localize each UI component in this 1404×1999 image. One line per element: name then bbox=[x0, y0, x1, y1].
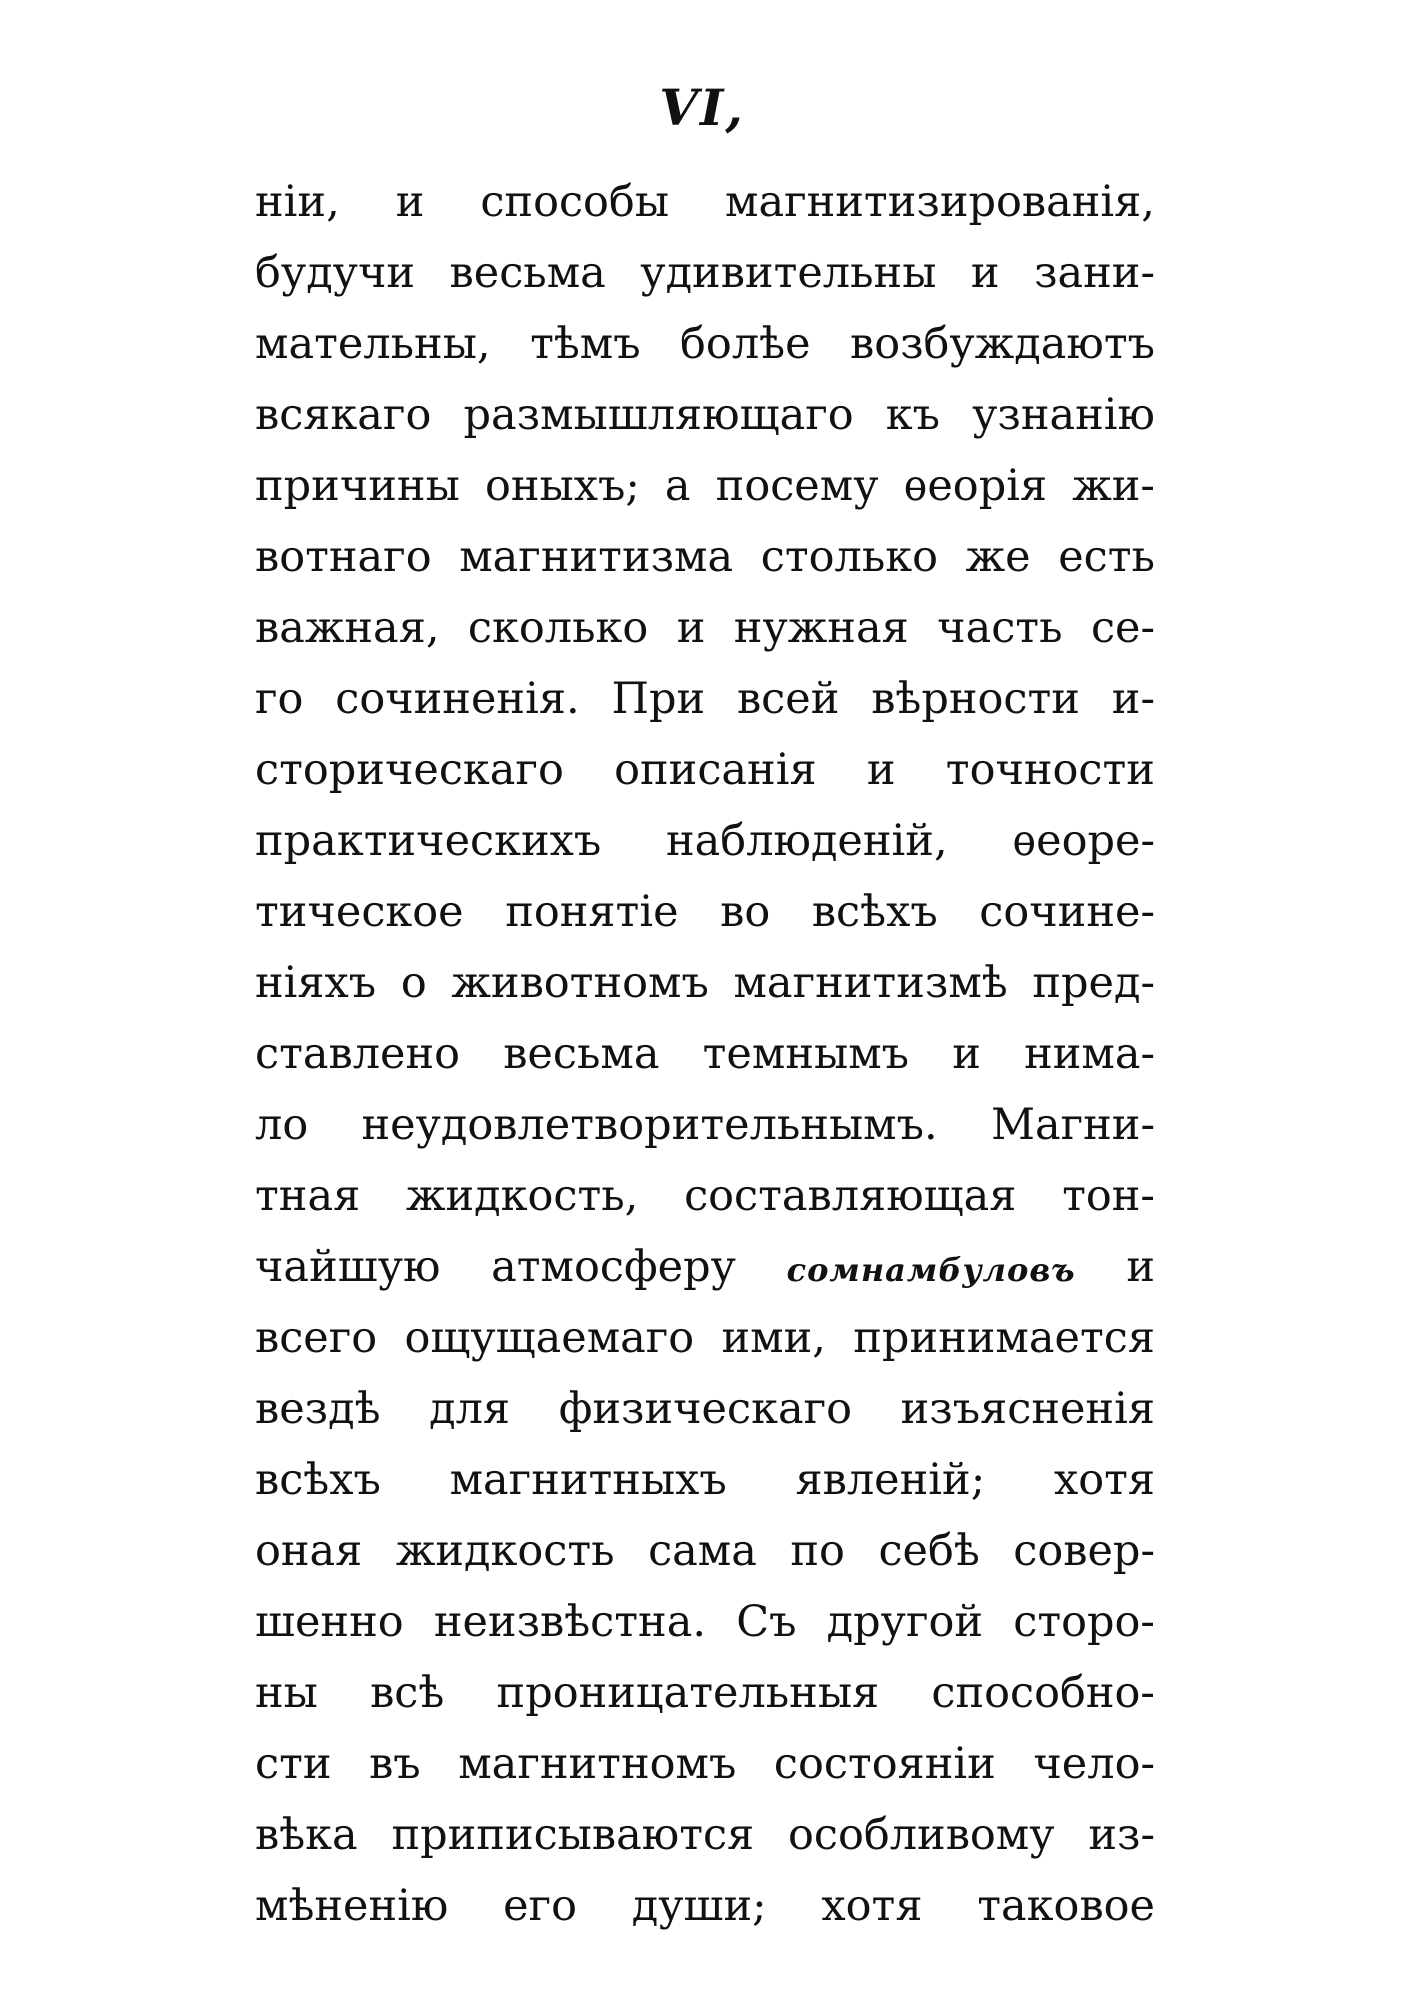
text-line bbox=[255, 735, 1155, 806]
word: особливому bbox=[787, 1810, 1055, 1860]
word: другой bbox=[826, 1597, 984, 1647]
word: ніи, bbox=[255, 177, 340, 227]
word: описанія bbox=[614, 745, 817, 795]
word: тѣмъ bbox=[530, 319, 641, 369]
text-line bbox=[255, 167, 1155, 238]
word: къ bbox=[885, 390, 940, 440]
word: животномъ bbox=[451, 958, 709, 1008]
word: совер- bbox=[1013, 1526, 1155, 1576]
word: и bbox=[866, 745, 896, 795]
word: ны bbox=[255, 1668, 318, 1718]
word: есть bbox=[1058, 532, 1155, 582]
word: и bbox=[970, 248, 1000, 298]
word: хотя bbox=[821, 1881, 923, 1931]
word: по bbox=[790, 1526, 845, 1576]
word: ло bbox=[255, 1100, 309, 1150]
word: ніяхъ bbox=[255, 958, 377, 1008]
word: понятіе bbox=[505, 887, 679, 937]
word: способно- bbox=[931, 1668, 1155, 1718]
text-line bbox=[255, 1374, 1155, 1445]
word: важная, bbox=[255, 603, 440, 653]
word: жи- bbox=[1072, 461, 1155, 511]
word: мательны, bbox=[255, 319, 491, 369]
word: неизвѣстна. bbox=[433, 1597, 707, 1647]
text-line bbox=[255, 1871, 1155, 1942]
text-line bbox=[255, 522, 1155, 593]
text-line bbox=[255, 1587, 1155, 1658]
word: тная bbox=[255, 1171, 361, 1221]
word: магнитизма bbox=[459, 532, 734, 582]
word: въ bbox=[369, 1739, 421, 1789]
word: вѣка bbox=[255, 1810, 358, 1860]
word: же bbox=[965, 532, 1031, 582]
text-line bbox=[255, 238, 1155, 309]
word: часть bbox=[937, 603, 1063, 653]
word: сколько bbox=[467, 603, 649, 653]
word: ощущаемаго bbox=[404, 1313, 695, 1363]
word: себѣ bbox=[878, 1526, 980, 1576]
word: се- bbox=[1090, 603, 1155, 653]
text-line bbox=[255, 1161, 1155, 1232]
word: тон- bbox=[1062, 1171, 1155, 1221]
word: удивительны bbox=[640, 248, 937, 298]
word: всего bbox=[255, 1313, 378, 1363]
text-line bbox=[255, 1090, 1155, 1161]
word: При bbox=[611, 674, 706, 724]
word: о bbox=[400, 958, 427, 1008]
word: и bbox=[1126, 1242, 1155, 1292]
word: из- bbox=[1088, 1810, 1155, 1860]
word: а bbox=[664, 461, 691, 511]
body-text bbox=[255, 167, 1155, 1942]
text-line bbox=[255, 1658, 1155, 1729]
word: причины bbox=[255, 461, 460, 511]
text-line bbox=[255, 664, 1155, 735]
word: всѣ bbox=[370, 1668, 445, 1718]
word: пред- bbox=[1032, 958, 1155, 1008]
word: сторическаго bbox=[255, 745, 564, 795]
page-number: VI, bbox=[659, 78, 745, 137]
word: ставлено bbox=[255, 1029, 461, 1079]
word: чайшую bbox=[255, 1242, 441, 1292]
word: размышляющаго bbox=[463, 390, 854, 440]
word: таковое bbox=[977, 1881, 1155, 1931]
word: жидкость, bbox=[405, 1171, 639, 1221]
word: возбуждаютъ bbox=[849, 319, 1155, 369]
word: го bbox=[255, 674, 304, 724]
word: ими, bbox=[721, 1313, 826, 1363]
word: магнитизированія, bbox=[725, 177, 1155, 227]
word: Магни- bbox=[990, 1100, 1155, 1150]
word: тическое bbox=[255, 887, 464, 937]
word: явленій; bbox=[795, 1455, 986, 1505]
word: практическихъ bbox=[255, 816, 602, 866]
text-line bbox=[255, 806, 1155, 877]
word: приписываются bbox=[391, 1810, 755, 1860]
word: болѣе bbox=[680, 319, 811, 369]
text-line bbox=[255, 309, 1155, 380]
word: ѳеоре- bbox=[1012, 816, 1155, 866]
word: шенно bbox=[255, 1597, 404, 1647]
word: всякаго bbox=[255, 390, 432, 440]
text-line bbox=[255, 1800, 1155, 1871]
word: будучи bbox=[255, 248, 416, 298]
word: изъясненія bbox=[900, 1384, 1155, 1434]
word: и bbox=[952, 1029, 981, 1079]
text-line bbox=[255, 1019, 1155, 1090]
word: узнанію bbox=[972, 390, 1155, 440]
word: проницательныя bbox=[496, 1668, 880, 1718]
word: принимается bbox=[853, 1313, 1155, 1363]
word: всѣхъ bbox=[811, 887, 938, 937]
text-line bbox=[255, 593, 1155, 664]
word: неудовлетворительнымъ. bbox=[361, 1100, 938, 1150]
word: во bbox=[720, 887, 771, 937]
word: нима- bbox=[1024, 1029, 1155, 1079]
word: оная bbox=[255, 1526, 363, 1576]
word: для bbox=[429, 1384, 511, 1434]
word: мѣненію bbox=[255, 1881, 449, 1931]
word: атмосферу bbox=[491, 1242, 736, 1292]
word: посему bbox=[715, 461, 879, 511]
word: магнитныхъ bbox=[449, 1455, 727, 1505]
word: всей bbox=[736, 674, 840, 724]
word: составляющая bbox=[684, 1171, 1017, 1221]
word: и bbox=[676, 603, 706, 653]
word: столько bbox=[760, 532, 938, 582]
text-line bbox=[255, 1516, 1155, 1587]
word: и- bbox=[1111, 674, 1155, 724]
word: сторо- bbox=[1013, 1597, 1155, 1647]
text-line bbox=[255, 1729, 1155, 1800]
text-line bbox=[255, 948, 1155, 1019]
text-line bbox=[255, 451, 1155, 522]
word: темнымъ bbox=[702, 1029, 910, 1079]
text-line bbox=[255, 1303, 1155, 1374]
word: сочиненія. bbox=[335, 674, 580, 724]
word: физическаго bbox=[558, 1384, 853, 1434]
text-line bbox=[255, 877, 1155, 948]
word: вотнаго bbox=[255, 532, 432, 582]
word: ѳеорія bbox=[903, 461, 1048, 511]
word: весьма bbox=[503, 1029, 660, 1079]
word: нужная bbox=[733, 603, 909, 653]
word: зани- bbox=[1034, 248, 1155, 298]
word: вѣрности bbox=[871, 674, 1080, 724]
word: магнитизмѣ bbox=[733, 958, 1008, 1008]
word: наблюденій, bbox=[666, 816, 948, 866]
word: сочине- bbox=[979, 887, 1155, 937]
word: вездѣ bbox=[255, 1384, 381, 1434]
word: магнитномъ bbox=[458, 1739, 737, 1789]
word: оныхъ; bbox=[484, 461, 640, 511]
word: хотя bbox=[1053, 1455, 1155, 1505]
word: всѣхъ bbox=[255, 1455, 381, 1505]
word: сти bbox=[255, 1739, 332, 1789]
text-line bbox=[255, 1445, 1155, 1516]
text-line bbox=[255, 1232, 1155, 1303]
word: его bbox=[503, 1881, 577, 1931]
word: точности bbox=[945, 745, 1155, 795]
word: и bbox=[395, 177, 425, 227]
word: способы bbox=[480, 177, 670, 227]
word: жидкость bbox=[395, 1526, 615, 1576]
word: сама bbox=[648, 1526, 757, 1576]
word: Съ bbox=[736, 1597, 797, 1647]
word: души; bbox=[631, 1881, 767, 1931]
word: состояніи bbox=[773, 1739, 996, 1789]
word: сомнамбуловъ bbox=[786, 1251, 1076, 1289]
text-line bbox=[255, 380, 1155, 451]
word: весьма bbox=[449, 248, 606, 298]
word: чело- bbox=[1033, 1739, 1155, 1789]
